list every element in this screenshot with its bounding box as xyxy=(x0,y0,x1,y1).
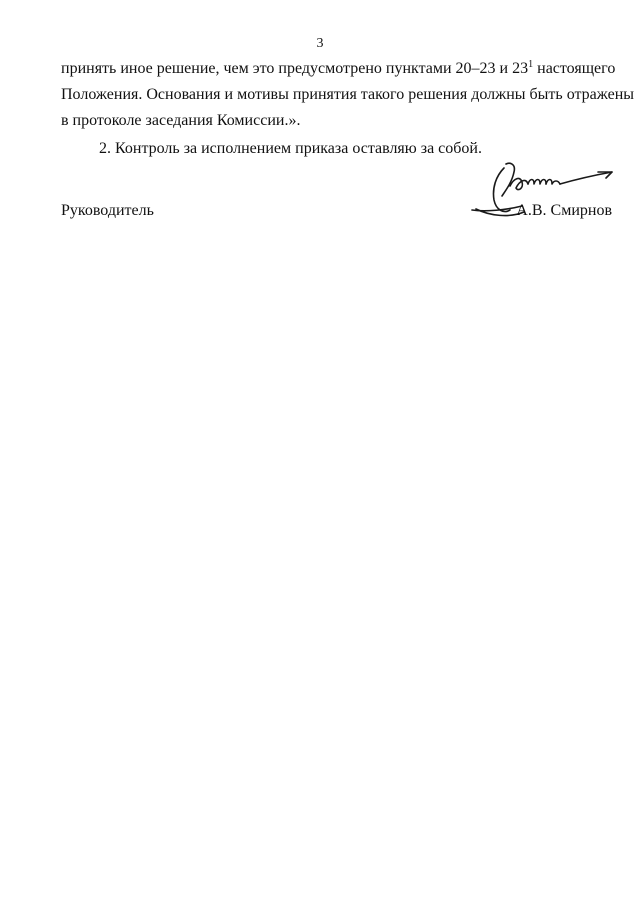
superscript-1: 1 xyxy=(528,59,534,70)
paragraph-line-2: Положения. Основания и мотивы принятия такого решения должны быть отражены xyxy=(61,86,635,103)
paragraph-continuation xyxy=(61,56,635,134)
paragraph-line-1 xyxy=(61,56,616,82)
signature-row xyxy=(61,198,612,228)
paragraph-line-1-tail: настоящего xyxy=(533,60,616,77)
item-2-text: 2. Контроль за исполнением приказа оставляю за собой. xyxy=(99,140,482,157)
position-title: Руководитель xyxy=(61,202,154,219)
signer-name: А.В. Смирнов xyxy=(516,202,612,219)
paragraph-line-3: в протоколе заседания Комиссии.». xyxy=(61,112,301,129)
paragraph-line-1-text: принять иное решение, чем это предусмотрено пунктами 20–23 и 23 xyxy=(61,60,529,77)
page-number: 3 xyxy=(316,36,324,51)
